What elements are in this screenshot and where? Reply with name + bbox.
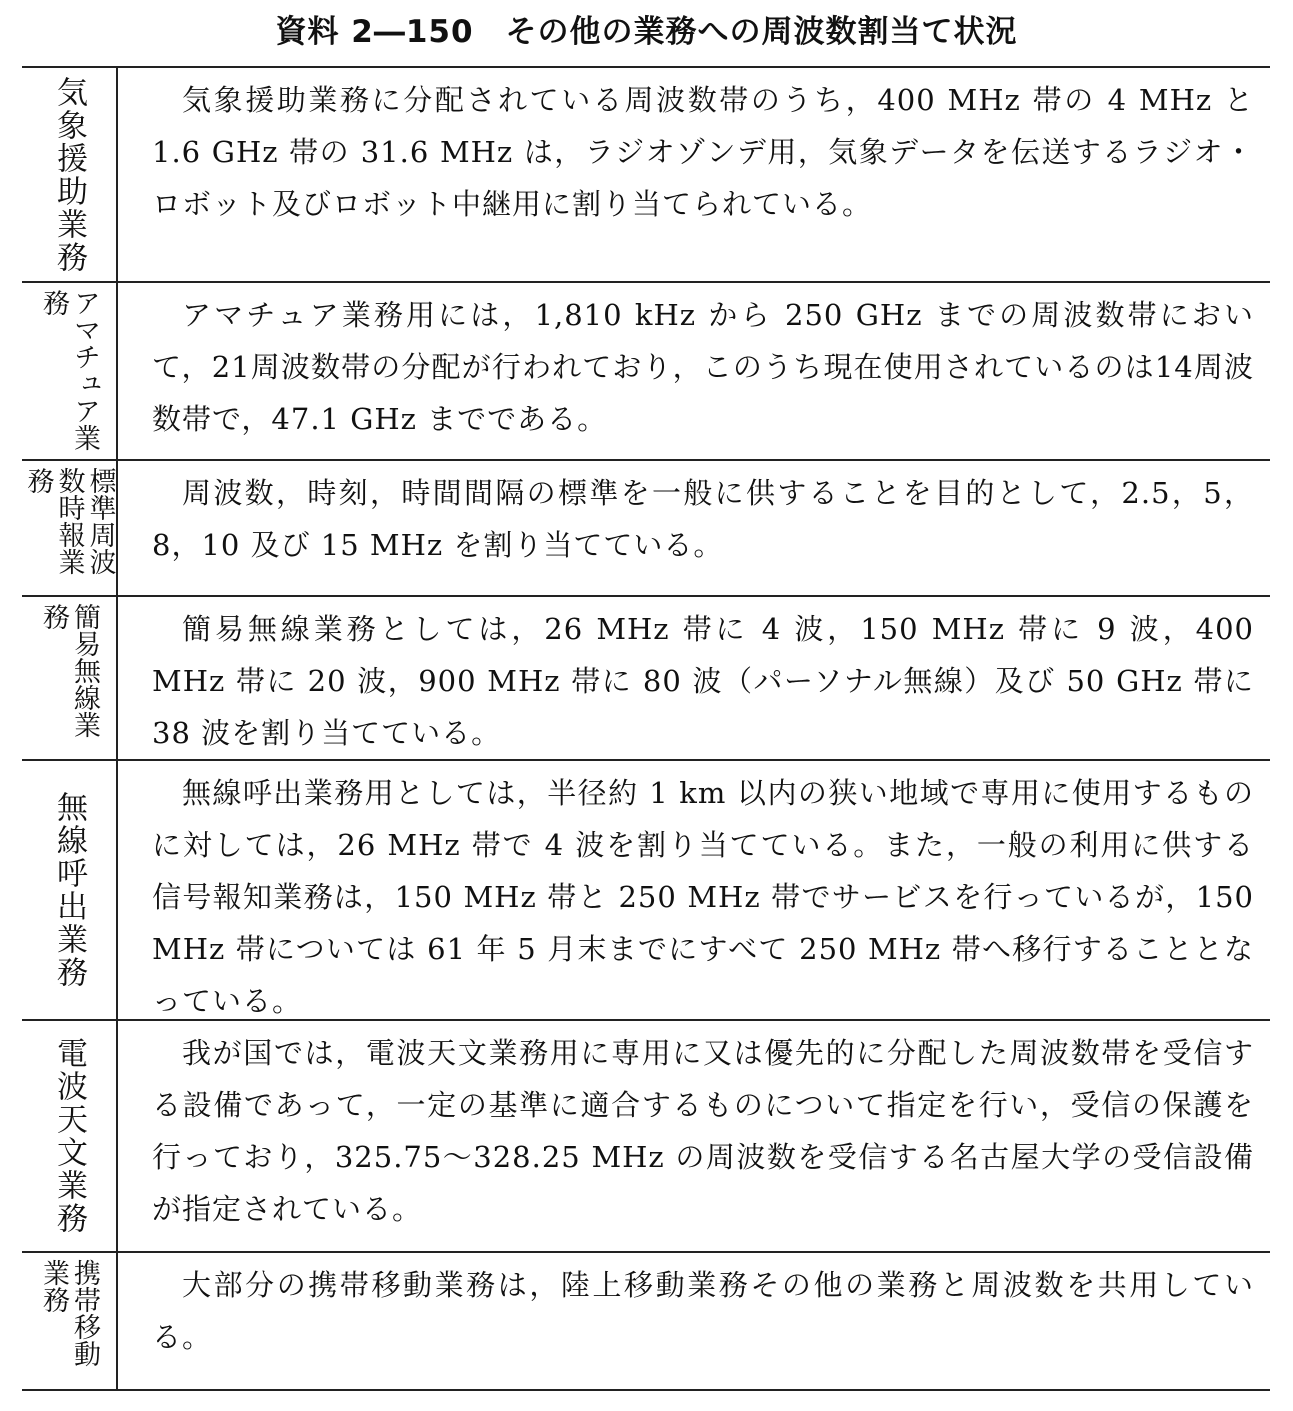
table-row-standard-frequency — [22, 461, 1270, 597]
row-label: 標準周波数時報業務 — [22, 467, 116, 575]
row-label: 電波天文業務 — [51, 1037, 87, 1235]
row-description: 無線呼出業務用としては，半径約 1 km 以内の狭い地域で専用に使用するものに対しては，26 MHz 帯で 4 波を割り当てている。また，一般の利用に供する信号報知業務は，150 MHz 帯と 250 MHz 帯でサービスを行っているが，150 MHz 帯については 61 年 5 月末までにすべて 250 MHz 帯へ移行することとなっている。 — [152, 776, 1254, 1018]
row-label-cell — [22, 1021, 118, 1251]
row-description: アマチュア業務用には，1,810 kHz から 250 GHz までの周波数帯において，21周波数帯の分配が行われており，このうち現在使用されているのは14周波数帯で，47.1 GHz までである。 — [152, 298, 1254, 436]
row-label-cell — [22, 461, 118, 595]
row-label-cell — [22, 1253, 118, 1389]
table-row-amateur — [22, 283, 1270, 461]
row-label-cell — [22, 597, 118, 759]
row-label: 簡易無線業務 — [38, 603, 100, 738]
row-description: 我が国では，電波天文業務用に専用に又は優先的に分配した周波数帯を受信する設備であって，一定の基準に適合するものについて指定を行い，受信の保護を行っており，325.75～328.25 MHz の周波数を受信する名古屋大学の受信設備が指定されている。 — [152, 1036, 1254, 1226]
row-label-cell — [22, 68, 118, 281]
page-title: 資料 2―150 その他の業務への周波数割当て状況 — [275, 14, 1018, 50]
allocation-table — [22, 66, 1270, 1391]
row-label: 気象援助業務 — [51, 75, 87, 274]
table-row-simple-radio — [22, 597, 1270, 761]
table-row-radio-astronomy — [22, 1021, 1270, 1253]
row-label: 携帯移動業務 — [38, 1259, 100, 1367]
row-label: アマチュア業務 — [38, 289, 100, 451]
row-label-cell — [22, 761, 118, 1019]
table-row-portable-mobile — [22, 1253, 1270, 1391]
row-description: 気象援助業務に分配されている周波数帯のうち，400 MHz 帯の 4 MHz と 1.6 GHz 帯の 31.6 MHz は，ラジオゾンデ用，気象データを伝送するラジオ・ロボット及びロボット中継用に割り当てられている。 — [152, 83, 1254, 221]
row-description: 大部分の携帯移動業務は，陸上移動業務その他の業務と周波数を共用している。 — [152, 1268, 1254, 1354]
table-row-weather-aid — [22, 68, 1270, 283]
row-description: 周波数，時刻，時間間隔の標準を一般に供することを目的として，2.5，5，8，10 及び 15 MHz を割り当てている。 — [152, 476, 1254, 562]
table-row-radio-paging — [22, 761, 1270, 1021]
row-description: 簡易無線業務としては，26 MHz 帯に 4 波，150 MHz 帯に 9 波，400 MHz 帯に 20 波，900 MHz 帯に 80 波（パーソナル無線）及び 50 GHz 帯に 38 波を割り当てている。 — [152, 612, 1254, 750]
row-label: 無線呼出業務 — [51, 791, 87, 989]
row-label-cell — [22, 283, 118, 459]
